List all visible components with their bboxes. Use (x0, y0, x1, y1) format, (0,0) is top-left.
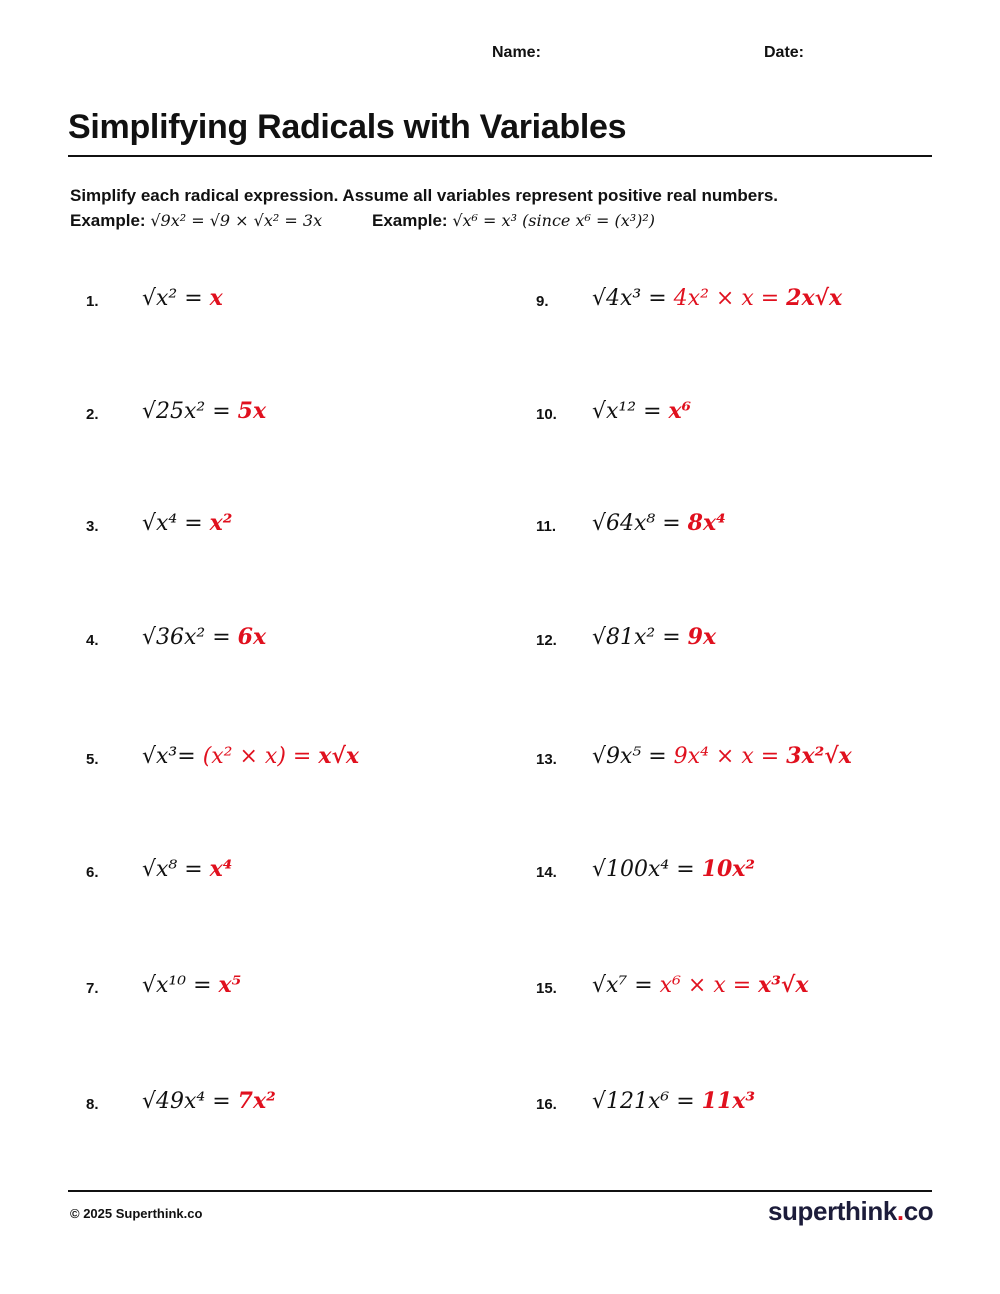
copyright: © 2025 Superthink.co (70, 1206, 203, 1221)
equals: = (641, 744, 674, 769)
answer: 11x³ (701, 1088, 756, 1114)
work: x⁶ × x = (659, 973, 759, 998)
problem-expression (142, 510, 232, 536)
problem-number: 10. (536, 406, 557, 423)
logo-tld: co (903, 1196, 934, 1226)
radical: √x¹⁰ (142, 973, 187, 998)
equals: = (205, 1089, 238, 1114)
problem-number: 4. (86, 632, 99, 649)
example-1 (70, 211, 322, 231)
date-label: Date: (764, 44, 805, 61)
problem-expression (142, 743, 359, 769)
answer: x⁶ (668, 398, 692, 424)
problem-number: 16. (536, 1096, 557, 1113)
radical: √25x² (142, 399, 206, 424)
answer: x² (209, 510, 233, 536)
answer: 5x (237, 398, 267, 424)
radical: √x⁴ (142, 511, 178, 536)
problem-expression (142, 398, 266, 424)
example-expression: √9x² = √9 × √x² = 3x (150, 211, 323, 230)
work: (x² × x) = (202, 744, 319, 769)
problem-expression (592, 743, 852, 769)
problem-number: 5. (86, 751, 99, 768)
problem-number: 8. (86, 1096, 99, 1113)
logo-main: superthink (768, 1196, 897, 1226)
radical: √x² (142, 286, 178, 311)
example-expression: √x⁶ = x³ (since x⁶ = (x³)²) (452, 211, 656, 230)
equals: = (205, 399, 238, 424)
problem-number: 3. (86, 518, 99, 535)
example-label: Example: (70, 211, 146, 230)
radical: √36x² (142, 625, 206, 650)
problem-expression (142, 285, 223, 311)
problem-expression (592, 510, 726, 536)
equals: = (641, 286, 674, 311)
work: 9x⁴ × x = (673, 744, 787, 769)
equals: = (669, 857, 702, 882)
problem-number: 7. (86, 980, 99, 997)
radical: √49x⁴ (142, 1089, 206, 1114)
equals: = (177, 857, 210, 882)
logo-dot: . (896, 1196, 904, 1226)
problem-expression (592, 398, 691, 424)
problem-expression (142, 624, 266, 650)
radical: √81x² (592, 625, 656, 650)
answer: x³√x (758, 972, 809, 998)
equals: = (177, 286, 210, 311)
brand-logo (768, 1196, 933, 1227)
answer: x⁴ (209, 856, 233, 882)
problem-expression (142, 856, 232, 882)
problem-expression (142, 972, 241, 998)
equals: = (627, 973, 660, 998)
problem-number: 13. (536, 751, 557, 768)
radical: √100x⁴ (592, 857, 670, 882)
footer-divider (68, 1190, 932, 1192)
problem-number: 15. (536, 980, 557, 997)
radical: √x⁸ (142, 857, 178, 882)
radical: √x³ (142, 744, 178, 769)
problem-expression (592, 972, 808, 998)
example-2 (372, 211, 655, 231)
radical: √4x³ (592, 286, 642, 311)
equals: = (655, 511, 688, 536)
answer: 8x⁴ (687, 510, 726, 536)
answer: 6x (237, 624, 267, 650)
equals: = (655, 625, 688, 650)
problem-expression (142, 1088, 276, 1114)
problem-number: 6. (86, 864, 99, 881)
problem-expression (592, 856, 755, 882)
problem-number: 1. (86, 293, 99, 310)
page-title: Simplifying Radicals with Variables (68, 108, 627, 146)
radical: √9x⁵ (592, 744, 642, 769)
work: 4x² × x = (673, 286, 787, 311)
equals: = (177, 511, 210, 536)
problem-number: 2. (86, 406, 99, 423)
example-label: Example: (372, 211, 448, 230)
title-divider (68, 155, 932, 157)
problem-expression (592, 285, 842, 311)
name-label: Name: (492, 44, 541, 61)
radical: √x¹² (592, 399, 637, 424)
equals: = (186, 973, 219, 998)
problem-expression (592, 1088, 755, 1114)
equals: = (636, 399, 669, 424)
problem-number: 11. (536, 518, 557, 535)
answer: x (209, 285, 223, 311)
answer: x⁵ (218, 972, 242, 998)
radical: √121x⁶ (592, 1089, 670, 1114)
radical: √64x⁸ (592, 511, 656, 536)
problem-number: 14. (536, 864, 557, 881)
problem-number: 12. (536, 632, 557, 649)
answer: 7x² (237, 1088, 276, 1114)
instructions: Simplify each radical expression. Assume all variables represent positive real numbers. (70, 186, 779, 205)
equals: = (205, 625, 238, 650)
answer: 10x² (701, 856, 756, 882)
answer: 3x²√x (786, 743, 852, 769)
answer: x√x (318, 743, 360, 769)
problem-number: 9. (536, 293, 549, 310)
answer: 9x (687, 624, 717, 650)
equals: = (669, 1089, 702, 1114)
answer: 2x√x (786, 285, 843, 311)
problem-expression (592, 624, 716, 650)
radical: √x⁷ (592, 973, 628, 998)
equals: = (177, 744, 203, 769)
